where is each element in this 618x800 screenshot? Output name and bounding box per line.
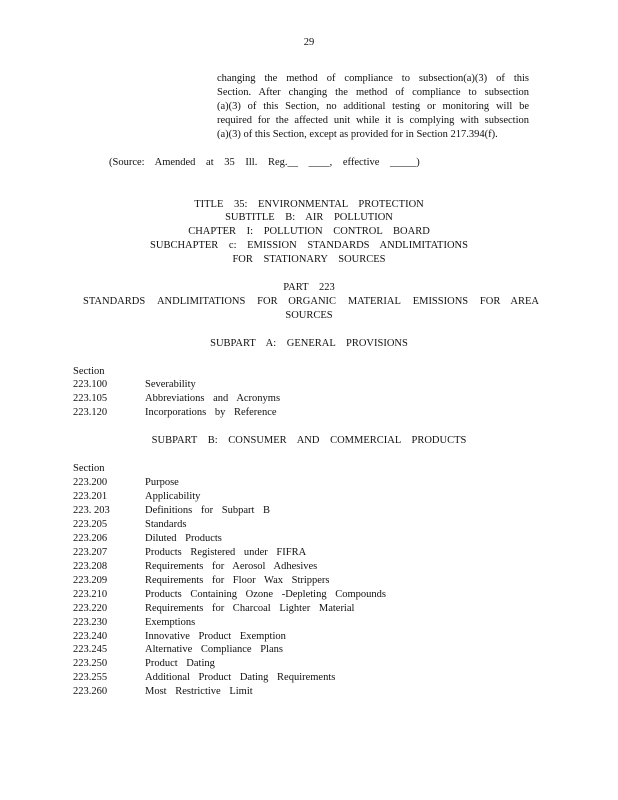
part-title-word: STANDARDS [83, 296, 146, 307]
section-title: Additional Product Dating Requirements [145, 672, 336, 683]
list-item [0, 616, 618, 630]
section-title: Innovative Product Exemption [145, 631, 286, 642]
part-number: PART 223 [283, 282, 335, 293]
list-item [0, 574, 618, 588]
section-number: 223.208 [73, 561, 108, 572]
list-item [0, 518, 618, 532]
part-title-word: FOR AREA [479, 296, 539, 307]
section-number: 223.205 [73, 519, 108, 530]
list-item [0, 657, 618, 671]
section-number: 223.250 [73, 658, 108, 669]
section-title: Products Registered under FIFRA [145, 547, 307, 558]
section-number: 223.220 [73, 603, 108, 614]
list-item [0, 392, 618, 406]
section-number: 223.245 [73, 644, 108, 655]
list-item [0, 560, 618, 574]
subpart-b-heading: SUBPART B: CONSUMER AND COMMERCIAL PRODUCTS [151, 435, 467, 446]
section-title: Standards [145, 519, 187, 530]
section-number: 223.200 [73, 477, 108, 488]
part-title-word: EMISSIONS [412, 296, 469, 307]
section-number: 223.100 [73, 379, 108, 390]
intro-line: Section. After changing the method of compliance to subsection [217, 87, 529, 98]
section-number: 223. 203 [73, 505, 110, 516]
list-item [0, 490, 618, 504]
section-number: 223.240 [73, 631, 108, 642]
list-item [0, 602, 618, 616]
part-title-word: ANDLIMITATIONS [156, 296, 246, 307]
part-title-continuation: SOURCES [285, 310, 333, 321]
section-title: Purpose [145, 477, 179, 488]
section-title: Diluted Products [145, 533, 222, 544]
list-item [0, 504, 618, 518]
intro-line: (a)(3) of this Section, except as provided for in Section 217.394(f). [217, 129, 498, 140]
section-title: Requirements for Aerosol Adhesives [145, 561, 318, 572]
section-number: 223.206 [73, 533, 108, 544]
section-number: 223.120 [73, 407, 108, 418]
section-number: 223.201 [73, 491, 108, 502]
subchapter-continuation: FOR STATIONARY SOURCES [232, 254, 386, 265]
list-item [0, 546, 618, 560]
section-number: 223.209 [73, 575, 108, 586]
subchapter-line: SUBCHAPTER c: EMISSION STANDARDS ANDLIMITATIONS [150, 240, 468, 251]
section-number: 223.230 [73, 617, 108, 628]
subtitle-line: SUBTITLE B: AIR POLLUTION [225, 212, 393, 223]
section-title: Most Restrictive Limit [145, 686, 253, 697]
list-item [0, 532, 618, 546]
section-title: Incorporations by Reference [145, 407, 277, 418]
list-item [0, 406, 618, 420]
section-title: Applicability [145, 491, 201, 502]
intro-line: required for the affected unit while it is complying with subsection [217, 115, 529, 126]
list-item [0, 476, 618, 490]
subpart-a-heading: SUBPART A: GENERAL PROVISIONS [210, 338, 408, 349]
section-title: Products Containing Ozone -Depleting Compounds [145, 589, 386, 600]
list-item [0, 685, 618, 699]
section-label: Section [73, 366, 105, 377]
chapter-line: CHAPTER I: POLLUTION CONTROL BOARD [188, 226, 430, 237]
section-number: 223.105 [73, 393, 108, 404]
section-title: Exemptions [145, 617, 196, 628]
source-note: (Source: Amended at 35 Ill. Reg.__ ____, effective _____) [109, 157, 420, 168]
page-number: 29 [303, 37, 315, 48]
list-item [0, 643, 618, 657]
section-title: Product Dating [145, 658, 215, 669]
intro-line: (a)(3) of this Section, no additional testing or monitoring will be [217, 101, 529, 112]
section-label: Section [73, 463, 105, 474]
part-title-word: MATERIAL [347, 296, 401, 307]
intro-line: changing the method of compliance to subsection(a)(3) of this [217, 73, 529, 84]
part-title-word: FOR ORGANIC [257, 296, 337, 307]
list-item [0, 378, 618, 392]
list-item [0, 630, 618, 644]
section-title: Alternative Compliance Plans [145, 644, 283, 655]
section-title: Severability [145, 379, 196, 390]
list-item [0, 671, 618, 685]
title-line: TITLE 35: ENVIRONMENTAL PROTECTION [194, 199, 424, 210]
section-title: Requirements for Charcoal Lighter Material [145, 603, 355, 614]
section-title: Definitions for Subpart B [145, 505, 271, 516]
part-title [83, 295, 539, 309]
section-title: Requirements for Floor Wax Strippers [145, 575, 330, 586]
section-number: 223.260 [73, 686, 108, 697]
section-title: Abbreviations and Acronyms [145, 393, 281, 404]
section-number: 223.207 [73, 547, 108, 558]
section-number: 223.210 [73, 589, 108, 600]
list-item [0, 588, 618, 602]
section-number: 223.255 [73, 672, 108, 683]
